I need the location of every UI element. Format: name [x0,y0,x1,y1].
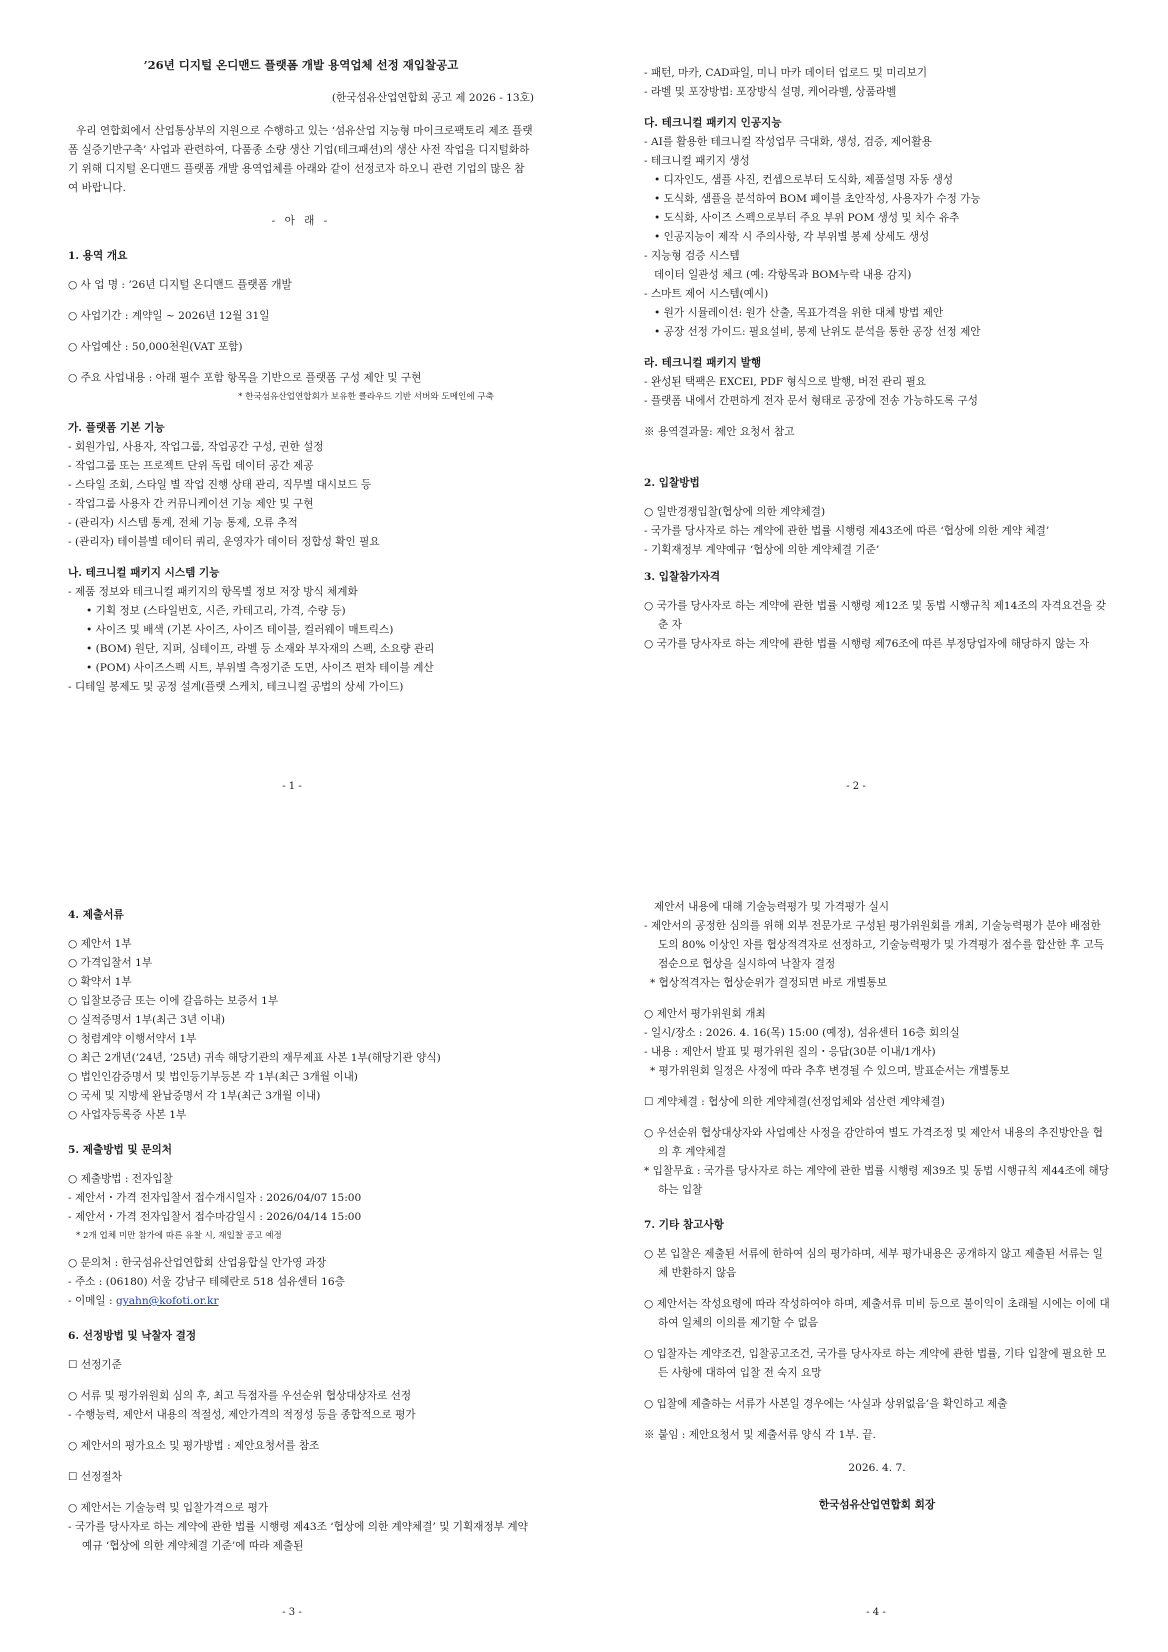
list-item: ○ 서류 및 평가위원회 심의 후, 최고 득점자를 우선순위 협상대상자로 선정 [68,1390,412,1402]
list-item: ○ 우선순위 협상대상자와 사업예산 사정을 감안하여 별도 가격조정 및 제안서 내용의 추진방안을 협의 후 계약체결 [644,1127,1103,1158]
list-item: - AI를 활용한 테크니컬 작성업무 극대화, 생성, 검증, 제어활용 [644,136,932,148]
subsection-heading: 나. 테크니컬 패키지 시스템 기능 [68,567,220,579]
notice-title: ’26년 디지털 온디맨드 플랫폼 개발 용역업체 선정 재입찰공고 [143,58,459,72]
list-item: ○ 가격입찰서 1부 [68,957,153,969]
section-heading: 7. 기타 참고사항 [644,1219,724,1231]
list-item: - 일시/장소 : 2026. 4. 16(목) 15:00 (예정), 섬유센터 16층 회의실 [644,1027,960,1039]
section-heading: 3. 입찰참가자격 [644,571,721,583]
intro-paragraph: 우리 연합회에서 산업통상부의 지원으로 수행하고 있는 ‘섬유산업 지능형 마이크로팩토리 제조 플랫폼 실증기반구축’ 사업과 관련하여, 다품종 소량 생산 기업(테크패션)의 생산 사전 작업을 디지털화하기 위해 디지털 온디맨드 플랫폼 개발 용역업체를 아래와 같이 선정코자 하오니 관련 기업의 많은 참여 바랍니다. [68,125,533,194]
list-item: ☐ 계약체결 : 협상에 의한 계약체결(선정업체와 섬산련 계약체결) [644,1096,945,1108]
list-item: ○ 청렴계약 이행서약서 1부 [68,1033,197,1045]
page-number: - 4 - [866,1607,886,1618]
list-item: ○ 본 입찰은 제출된 서류에 한하여 심의 평가하며, 세부 평가내용은 공개하지 않고 제출된 서류는 일체 반환하지 않음 [644,1248,1103,1279]
list-item: - 국가를 당사자로 하는 계약에 관한 법률 시행령 제43조 ‘협상에 의한 계약체결’ 및 기획재정부 계약예규 ‘협상에 의한 계약체결 기준’에 따라 제출된 [68,1521,528,1552]
list-item: - 수행능력, 제안서 내용의 적절성, 제안가격의 적정성 등을 종합적으로 평가 [68,1409,416,1421]
section-heading: 4. 제출서류 [68,909,124,921]
list-item: 데이터 일관성 체크 (예: 각항목과 BOM누락 내용 감지) [654,269,912,281]
list-item: • 도식화, 사이즈 스펙으로부터 주요 부위 POM 생성 및 치수 유추 [654,212,960,224]
footnote: * 협상적격자는 협상순위가 결정되면 바로 개별통보 [650,977,888,989]
list-item [68,1292,534,1311]
list-item: ○ 사 업 명 : ’26년 디지털 온디맨드 플랫폼 개발 [68,279,292,291]
list-item: • 사이즈 및 배색 (기본 사이즈, 사이즈 테이블, 컬러웨이 매트릭스) [86,624,394,636]
list-item: 제안서 내용에 대해 기술능력평가 및 가격평가 실시 [654,901,890,913]
below-heading: - 아 래 - [271,215,331,227]
list-item: • 원가 시뮬레이션: 원가 산출, 목표가격을 위한 대체 방법 제안 [654,307,944,319]
page-3 [0,826,584,1652]
list-item: ○ 제안서는 작성요령에 따라 작성하여야 하며, 제출서류 미비 등으로 불이익이 초래될 시에는 이에 대하여 일체의 이의를 제기할 수 없음 [644,1298,1110,1329]
page-1 [0,0,584,826]
list-item: - 디테일 봉제도 및 공정 설계(플랫 스케치, 테크니컬 공법의 상세 가이드) [68,681,404,693]
list-item: ○ 최근 2개년(’24년, ’25년) 귀속 해당기관의 재무제표 사본 1부(해당기관 양식) [68,1052,441,1064]
list-item: - 완성된 택팩은 EXCEl, PDF 형식으로 발행, 버전 관리 필요 [644,376,927,388]
list-item: - 스타일 조회, 스타일 별 작업 진행 상태 관리, 직무별 대시보드 등 [68,479,372,491]
footnote: * 2개 업체 미만 참가에 따른 유찰 시, 재입찰 공고 예정 [76,1231,282,1241]
list-item: ○ 법인인감증명서 및 법인등기부등본 각 1부(최근 3개월 이내) [68,1071,358,1083]
notice-date: 2026. 4. 7. [848,1462,906,1474]
list-item: • (BOM) 원단, 지퍼, 심테이프, 라벨 등 소재와 부자재의 스펙, 소요량 관리 [86,643,435,655]
list-item: - 제안서・가격 전자입찰서 접수개시일자 : 2026/04/07 15:00 [68,1192,362,1204]
subsection-heading: 다. 테크니컬 패키지 인공지능 [644,117,782,129]
list-item: ○ 사업기간 : 계약일 ~ 2026년 12월 31일 [68,310,270,322]
list-item: - (관리자) 시스템 통계, 전체 기능 통제, 오류 추적 [68,517,298,529]
list-item: ☐ 선정절차 [68,1471,122,1483]
list-item: - 라벨 및 포장방법: 포장방식 설명, 케어라벨, 상품라벨 [644,86,897,98]
list-item: ○ 입찰보증금 또는 이에 갈음하는 보증서 1부 [68,995,279,1007]
list-item: • 도식화, 샘플을 분석하여 BOM 페이블 초안작성, 사용자가 수정 가능 [654,193,981,205]
list-item: ○ 제안서의 평가요소 및 평가방법 : 제안요청서를 참조 [68,1440,320,1452]
list-item: ○ 국가를 당사자로 하는 계약에 관한 법률 시행령 제76조에 따른 부정당업자에 해당하지 않는 자 [644,638,1090,650]
list-item: - 플랫폼 내에서 간편하게 전자 문서 형태로 공장에 전송 가능하도록 구성 [644,395,979,407]
list-item: ○ 실적증명서 1부(최근 3년 이내) [68,1014,226,1026]
list-item: ○ 제안서 1부 [68,938,132,950]
list-item: - 작업그룹 또는 프로젝트 단위 독립 데이터 공간 제공 [68,460,314,472]
list-item: • 인공지능이 제작 시 주의사항, 각 부위별 봉제 상세도 생성 [654,231,930,243]
list-item: - 테크니컬 패키지 생성 [644,155,750,167]
footnote: * 한국섬유산업연합회가 보유한 클라우드 기반 서버와 도메인에 구축 [238,392,494,402]
list-item: - 패턴, 마카, CAD파일, 미니 마카 데이터 업로드 및 미리보기 [644,67,928,79]
section-heading: 2. 입찰방법 [644,477,700,489]
list-item: ○ 일반경쟁입찰(협상에 의한 계약체결) [644,506,826,518]
list-item: • 공장 선정 가이드: 필요설비, 봉제 난위도 분석을 통한 공장 선정 제안 [654,326,981,338]
email-label: - 이메일 : [68,1295,116,1307]
list-item: - 제품 정보와 테크니컬 패키지의 항목별 정보 저장 방식 체계화 [68,586,358,598]
page-number: - 3 - [282,1607,302,1618]
list-item: ○ 입찰에 제출하는 서류가 사본일 경우에는 ‘사실과 상위없음’을 확인하고 제출 [644,1398,1008,1410]
attachment-note: ※ 붙임 : 제안요청서 및 제출서류 양식 각 1부. 끝. [644,1429,876,1441]
list-item: ○ 문의처 : 한국섬유산업연합회 산업융합실 안가영 과장 [68,1257,327,1269]
notice-number: (한국섬유산업연합회 공고 제 2026 - 13호) [331,92,534,104]
list-item: - 기획재정부 계약예규 ‘협상에 의한 계약체결 기준’ [644,544,880,556]
page-number: - 1 - [282,781,302,792]
list-item: ○ 국가를 당사자로 하는 계약에 관한 법률 시행령 제12조 및 동법 시행규칙 제14조의 자격요건을 갖춘 자 [644,600,1106,631]
list-item: - (관리자) 테이블별 데이터 쿼리, 운영자가 데이터 정합성 확인 필요 [68,536,380,548]
list-item: ○ 국세 및 지방세 완납증명서 각 1부(최근 3개월 이내) [68,1090,321,1102]
list-item: • 기획 정보 (스타일번호, 시즌, 카테고리, 가격, 수량 등) [86,605,346,617]
subsection-heading: 가. 플랫폼 기본 기능 [68,422,165,434]
list-item: - 제안서・가격 전자입찰서 접수마감일시 : 2026/04/14 15:00 [68,1211,362,1223]
list-item: - 지능형 검증 시스템 [644,250,740,262]
page-4 [584,826,1168,1652]
section-heading: 1. 용역 개요 [68,250,128,262]
signature-line: 한국섬유산업연합회 회장 [818,1499,936,1511]
list-item: ○ 제안서 평가위원회 개최 [644,1008,766,1020]
list-item: ○ 확약서 1부 [68,976,132,988]
footnote: * 평가위원회 일정은 사정에 따라 추후 변경될 수 있으며, 발표순서는 개별통보 [650,1065,1010,1077]
page-number: - 2 - [846,781,866,792]
list-item: - 국가를 당사자로 하는 계약에 관한 법률 시행령 제43조에 따른 ‘협상에 의한 계약 체결’ [644,525,1050,537]
email-link[interactable]: gyahn@kofoti.or.kr [115,1295,219,1307]
list-item: ○ 주요 사업내용 : 아래 필수 포함 항목을 기반으로 플랫폼 구성 제안 및 구현 [68,372,422,384]
list-item: ○ 입찰자는 계약조건, 입찰공고조건, 국가를 당사자로 하는 계약에 관한 법률, 기타 입찰에 필요한 모든 사항에 대하여 입찰 전 숙지 요망 [644,1348,1107,1379]
list-item: - 회원가입, 사용자, 작업그룹, 작업공간 구성, 권한 설정 [68,441,324,453]
page-2 [584,0,1168,826]
list-item: ○ 제출방법 : 전자입찰 [68,1173,173,1185]
list-item: - 내용 : 제안서 발표 및 평가위원 질의・응답(30분 이내/1개사) [644,1046,936,1058]
list-item: ☐ 선정기준 [68,1359,122,1371]
list-item: ○ 제안서는 기술능력 및 입찰가격으로 평가 [68,1502,269,1514]
list-item: ○ 사업예산 : 50,000천원(VAT 포함) [68,341,243,353]
note: ※ 용역결과물: 제안 요청서 참고 [644,426,795,438]
subsection-heading: 라. 테크니컬 패키지 발행 [644,357,762,369]
list-item: * 입찰무효 : 국가를 당사자로 하는 계약에 관한 법률 시행령 제39조 및 동법 시행규칙 제44조에 해당하는 입찰 [644,1165,1109,1196]
list-item: - 작업그룹 사용자 간 커뮤니케이션 기능 제안 및 구현 [68,498,314,510]
list-item: ○ 사업자등록증 사본 1부 [68,1109,187,1121]
section-heading: 6. 선정방법 및 낙찰자 결정 [68,1330,197,1342]
list-item: - 주소 : (06180) 서울 강남구 테헤란로 518 섬유센터 16층 [68,1276,345,1288]
list-item: • (POM) 사이즈스펙 시트, 부위별 측정기준 도면, 사이즈 편차 테이블 계산 [86,662,434,674]
list-item: - 제안서의 공정한 심의를 위해 외부 전문가로 구성된 평가위원회를 개최, 기술능력평가 분야 배점한도의 80% 이상인 자를 협상적격자로 선정하고, 기술능력평가 및 가격평가 점수를 합산한 후 고득점순으로 협상을 실시하여 낙찰자 결정 [644,920,1104,970]
list-item: • 디자인도, 샘플 사진, 컨셉으로부터 도식화, 제품설명 자동 생성 [654,174,954,186]
list-item: - 스마트 제어 시스템(예시) [644,288,769,300]
section-heading: 5. 제출방법 및 문의처 [68,1144,172,1156]
